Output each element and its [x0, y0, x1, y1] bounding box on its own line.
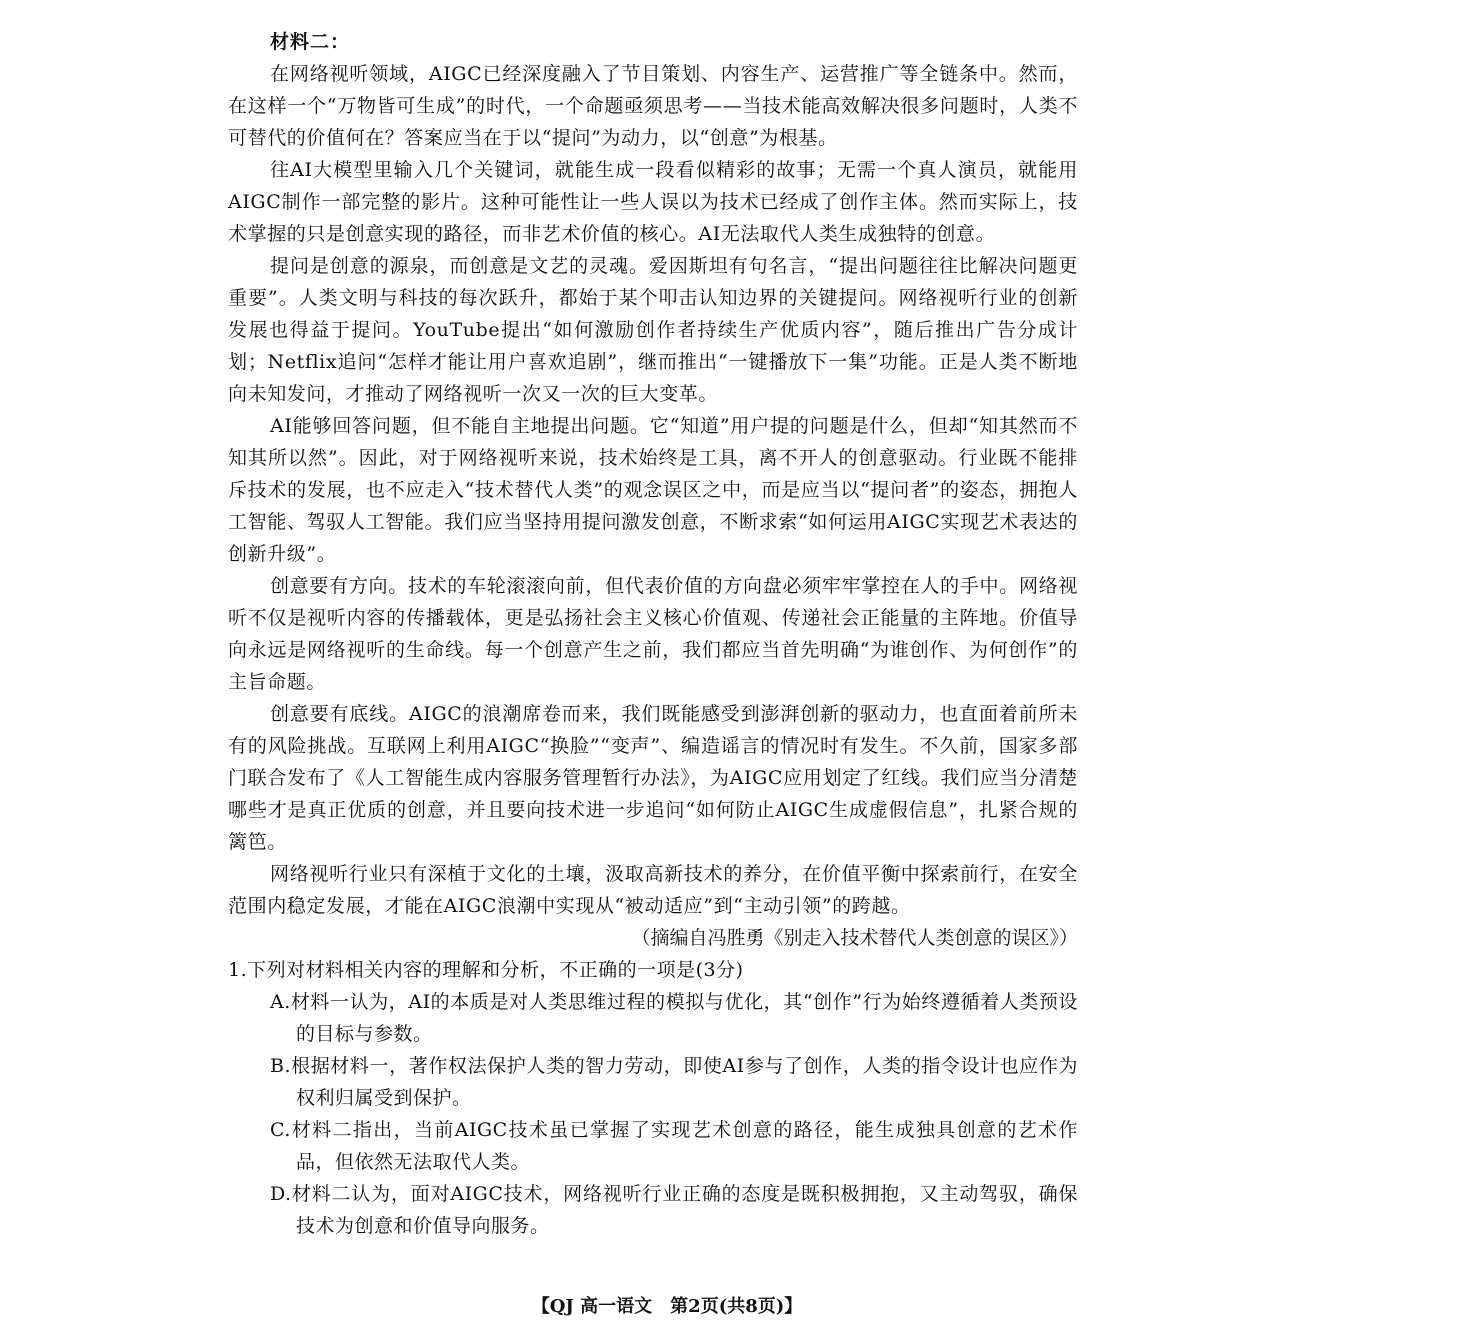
page-content	[228, 26, 1078, 1242]
paragraph-2: 往AI大模型里输入几个关键词，就能生成一段看似精彩的故事；无需一个真人演员，就能用AIGC制作一部完整的影片。这种可能性让一些人误以为技术已经成了创作主体。然而实际上，技术掌握的只是创意实现的路径，而非艺术价值的核心。AI无法取代人类生成独特的创意。	[228, 159, 1078, 245]
paragraph-6: 创意要有底线。AIGC的浪潮席卷而来，我们既能感受到澎湃创新的驱动力，也直面着前所未有的风险挑战。互联网上利用AIGC“换脸”“变声”、编造谣言的情况时有发生。不久前，国家多部门联合发布了《人工智能生成内容服务管理暂行办法》，为AIGC应用划定了红线。我们应当分清楚哪些才是真正优质的创意，并且要向技术进一步追问“如何防止AIGC生成虚假信息”，扎紧合规的篱笆。	[228, 703, 1078, 853]
paragraph-7: 网络视听行业只有深植于文化的土壤，汲取高新技术的养分，在价值平衡中探索前行，在安全范围内稳定发展，才能在AIGC浪潮中实现从“被动适应”到“主动引领”的跨越。	[228, 863, 1078, 917]
option-d: D.材料二认为，面对AIGC技术，网络视听行业正确的态度是既积极拥抱，又主动驾驭，确保技术为创意和价值导向服务。	[270, 1183, 1078, 1237]
paragraph-5: 创意要有方向。技术的车轮滚滚向前，但代表价值的方向盘必须牢牢掌控在人的手中。网络视听不仅是视听内容的传播载体，更是弘扬社会主义核心价值观、传递社会正能量的主阵地。价值导向永远是网络视听的生命线。每一个创意产生之前，我们都应当首先明确“为谁创作、为何创作”的主旨命题。	[228, 575, 1078, 693]
section-heading: 材料二：	[270, 31, 351, 53]
paragraph-3: 提问是创意的源泉，而创意是文艺的灵魂。爱因斯坦有句名言，“提出问题往往比解决问题更重要”。人类文明与科技的每次跃升，都始于某个叩击认知边界的关键提问。网络视听行业的创新发展也得益于提问。YouTube提出“如何激励创作者持续生产优质内容”，随后推出广告分成计划；Netflix追问“怎样才能让用户喜欢追剧”，继而推出“一键播放下一集”功能。正是人类不断地向未知发问，才推动了网络视听一次又一次的巨大变革。	[228, 255, 1078, 405]
option-a: A.材料一认为，AI的本质是对人类思维过程的模拟与优化，其“创作”行为始终遵循着人类预设的目标与参数。	[270, 991, 1078, 1045]
option-c: C.材料二指出，当前AIGC技术虽已掌握了实现艺术创意的路径，能生成独具创意的艺术作品，但依然无法取代人类。	[270, 1119, 1078, 1173]
page-footer: 【QJ 高一语文 第2页(共8页)】	[531, 1296, 803, 1317]
question-stem: 1.下列对材料相关内容的理解和分析，不正确的一项是(3分)	[228, 959, 744, 981]
paragraph-1: 在网络视听领域，AIGC已经深度融入了节目策划、内容生产、运营推广等全链条中。然而，在这样一个“万物皆可生成”的时代，一个命题亟须思考——当技术能高效解决很多问题时，人类不可替代的价值何在？答案应当在于以“提问”为动力，以“创意”为根基。	[228, 63, 1078, 149]
option-b: B.根据材料一，著作权法保护人类的智力劳动，即使AI参与了创作，人类的指令设计也应作为权利归属受到保护。	[270, 1055, 1078, 1109]
paragraph-4: AI能够回答问题，但不能自主地提出问题。它“知道”用户提的问题是什么，但却“知其然而不知其所以然”。因此，对于网络视听来说，技术始终是工具，离不开人的创意驱动。行业既不能排斥技术的发展，也不应走入“技术替代人类”的观念误区之中，而是应当以“提问者”的姿态，拥抱人工智能、驾驭人工智能。我们应当坚持用提问激发创意，不断求索“如何运用AIGC实现艺术表达的创新升级”。	[228, 415, 1078, 565]
source-citation: （摘编自冯胜勇《别走入技术替代人类创意的误区》）	[631, 927, 1078, 949]
